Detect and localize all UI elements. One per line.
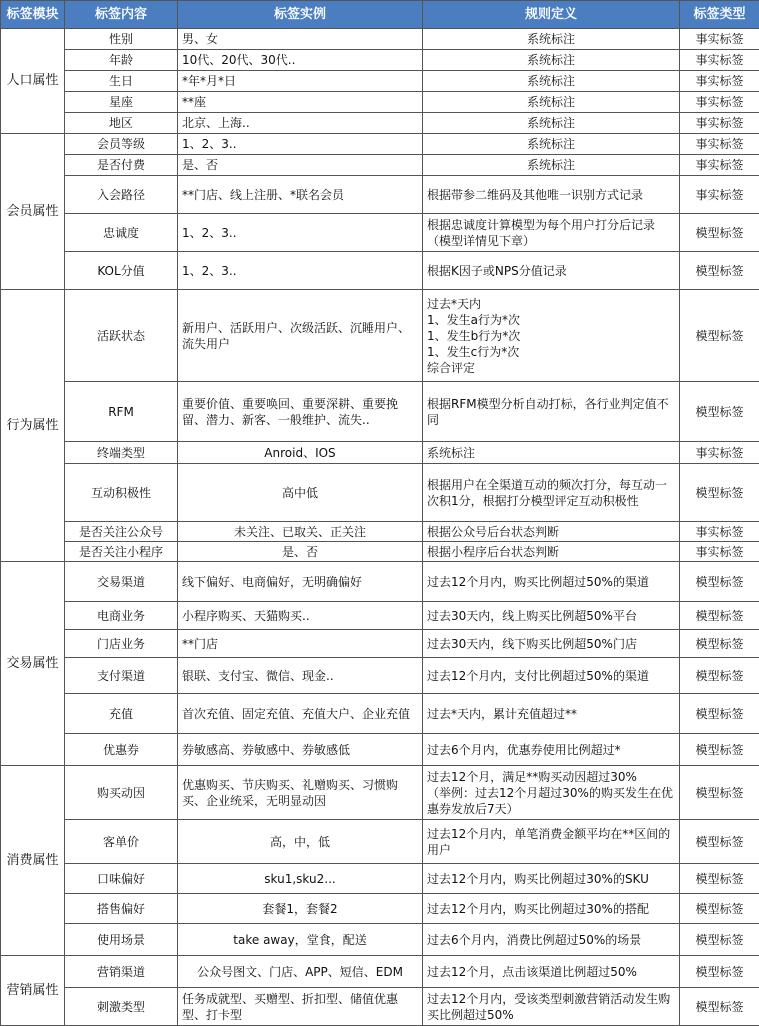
content-cell: 终端类型 — [65, 442, 178, 464]
content-cell: 客单价 — [65, 820, 178, 864]
rule-cell: 过去12个月内，购买比例超过50%的渠道 — [423, 562, 680, 602]
rule-cell: 系统标注 — [423, 50, 680, 71]
rule-cell: 过去12个月，点击该渠道比例超过50% — [423, 956, 680, 988]
table-row — [1, 522, 759, 542]
example-cell: 重要价值、重要唤回、重要深耕、重要挽留、潜力、新客、一般维护、流失.. — [178, 382, 423, 442]
content-cell: 入会路径 — [65, 176, 178, 214]
example-cell: **门店 — [178, 630, 423, 658]
module-cell: 行为属性 — [1, 290, 65, 562]
example-cell: *年*月*日 — [178, 71, 423, 92]
content-cell: 交易渠道 — [65, 562, 178, 602]
example-cell: 高，中，低 — [178, 820, 423, 864]
rule-cell: 过去12个月内，购买比例超过30%的搭配 — [423, 894, 680, 924]
example-cell: 公众号图文、门店、APP、短信、EDM — [178, 956, 423, 988]
rule-cell: 根据公众号后台状态判断 — [423, 522, 680, 542]
header-rule: 规则定义 — [423, 1, 680, 29]
rule-cell: 过去6个月内，消费比例超过50%的场景 — [423, 924, 680, 956]
type-cell: 事实标签 — [680, 113, 759, 134]
table-row — [1, 766, 759, 820]
table-row — [1, 562, 759, 602]
example-cell: 是、否 — [178, 542, 423, 562]
table-row — [1, 214, 759, 252]
content-cell: 星座 — [65, 92, 178, 113]
rule-cell: 系统标注 — [423, 29, 680, 50]
table-row — [1, 442, 759, 464]
rule-cell: 根据带参二维码及其他唯一识别方式记录 — [423, 176, 680, 214]
example-cell: sku1,sku2... — [178, 864, 423, 894]
table-row — [1, 956, 759, 988]
type-cell: 事实标签 — [680, 442, 759, 464]
example-cell: 套餐1，套餐2 — [178, 894, 423, 924]
content-cell: 口味偏好 — [65, 864, 178, 894]
rule-cell: 系统标注 — [423, 155, 680, 176]
table-row — [1, 176, 759, 214]
type-cell: 模型标签 — [680, 988, 759, 1026]
type-cell: 模型标签 — [680, 694, 759, 734]
table-body — [1, 29, 759, 1026]
content-cell: 是否关注小程序 — [65, 542, 178, 562]
module-cell: 会员属性 — [1, 134, 65, 290]
table-row — [1, 71, 759, 92]
type-cell: 事实标签 — [680, 92, 759, 113]
example-cell: 首次充值、固定充值、充值大户、企业充值 — [178, 694, 423, 734]
rule-cell: 系统标注 — [423, 442, 680, 464]
content-cell: 活跃状态 — [65, 290, 178, 382]
rule-cell: 根据RFM模型分析自动打标，各行业判定值不同 — [423, 382, 680, 442]
example-cell: 线下偏好、电商偏好，无明确偏好 — [178, 562, 423, 602]
rule-cell: 过去*天内 1、发生a行为*次 1、发生b行为*次 1、发生c行为*次 综合评定 — [423, 290, 680, 382]
example-cell: 北京、上海.. — [178, 113, 423, 134]
table-row — [1, 694, 759, 734]
table-row — [1, 134, 759, 155]
type-cell: 模型标签 — [680, 956, 759, 988]
module-cell: 人口属性 — [1, 29, 65, 134]
table-row — [1, 252, 759, 290]
type-cell: 事实标签 — [680, 50, 759, 71]
table-row — [1, 155, 759, 176]
content-cell: 电商业务 — [65, 602, 178, 630]
table-row — [1, 988, 759, 1026]
header-content: 标签内容 — [65, 1, 178, 29]
type-cell: 事实标签 — [680, 522, 759, 542]
module-cell: 营销属性 — [1, 956, 65, 1026]
rule-cell: 系统标注 — [423, 113, 680, 134]
type-cell: 事实标签 — [680, 134, 759, 155]
type-cell: 模型标签 — [680, 562, 759, 602]
table-row — [1, 924, 759, 956]
content-cell: 年龄 — [65, 50, 178, 71]
table-row — [1, 50, 759, 71]
content-cell: KOL分值 — [65, 252, 178, 290]
type-cell: 模型标签 — [680, 658, 759, 694]
content-cell: 门店业务 — [65, 630, 178, 658]
header-type: 标签类型 — [680, 1, 759, 29]
content-cell: 互动积极性 — [65, 464, 178, 522]
table-row — [1, 29, 759, 50]
content-cell: 优惠券 — [65, 734, 178, 766]
type-cell: 模型标签 — [680, 290, 759, 382]
type-cell: 模型标签 — [680, 820, 759, 864]
rule-cell: 系统标注 — [423, 71, 680, 92]
type-cell: 模型标签 — [680, 894, 759, 924]
rule-cell: 根据小程序后台状态判断 — [423, 542, 680, 562]
content-cell: 使用场景 — [65, 924, 178, 956]
content-cell: 营销渠道 — [65, 956, 178, 988]
content-cell: 支付渠道 — [65, 658, 178, 694]
table-row — [1, 382, 759, 442]
type-cell: 事实标签 — [680, 29, 759, 50]
table-row — [1, 734, 759, 766]
rule-cell: 过去12个月，满足**购买动因超过30% （举例：过去12个月超过30%的购买发生在优惠券发放后7天） — [423, 766, 680, 820]
table-row — [1, 542, 759, 562]
example-cell: **座 — [178, 92, 423, 113]
type-cell: 模型标签 — [680, 252, 759, 290]
rule-cell: 过去12个月内，受该类型刺激营销活动发生购买比例超过50% — [423, 988, 680, 1026]
content-cell: 充值 — [65, 694, 178, 734]
type-cell: 事实标签 — [680, 155, 759, 176]
rule-cell: 过去30天内，线下购买比例超50%门店 — [423, 630, 680, 658]
example-cell: 男、女 — [178, 29, 423, 50]
type-cell: 模型标签 — [680, 464, 759, 522]
example-cell: 小程序购买、天猫购买.. — [178, 602, 423, 630]
table-row — [1, 658, 759, 694]
content-cell: RFM — [65, 382, 178, 442]
example-cell: 未关注、已取关、正关注 — [178, 522, 423, 542]
example-cell: **门店、线上注册、*联名会员 — [178, 176, 423, 214]
type-cell: 模型标签 — [680, 766, 759, 820]
example-cell: 1、2、3.. — [178, 214, 423, 252]
rule-cell: 过去6个月内，优惠券使用比例超过* — [423, 734, 680, 766]
example-cell: 优惠购买、节庆购买、礼赠购买、习惯购买、企业统采，无明显动因 — [178, 766, 423, 820]
type-cell: 事实标签 — [680, 542, 759, 562]
rule-cell: 系统标注 — [423, 134, 680, 155]
content-cell: 搭售偏好 — [65, 894, 178, 924]
type-cell: 事实标签 — [680, 176, 759, 214]
table-row — [1, 864, 759, 894]
content-cell: 性别 — [65, 29, 178, 50]
rule-cell: 过去12个月内，单笔消费金额平均在**区间的用户 — [423, 820, 680, 864]
example-cell: 银联、支付宝、微信、现金.. — [178, 658, 423, 694]
rule-cell: 过去*天内，累计充值超过** — [423, 694, 680, 734]
table-header-row — [1, 1, 759, 29]
example-cell: 新用户、活跃用户、次级活跃、沉睡用户、流失用户 — [178, 290, 423, 382]
content-cell: 地区 — [65, 113, 178, 134]
type-cell: 模型标签 — [680, 864, 759, 894]
table-row — [1, 92, 759, 113]
rule-cell: 过去30天内，线上购买比例超50%平台 — [423, 602, 680, 630]
content-cell: 购买动因 — [65, 766, 178, 820]
example-cell: Anroid、IOS — [178, 442, 423, 464]
example-cell: 1、2、3.. — [178, 252, 423, 290]
type-cell: 模型标签 — [680, 734, 759, 766]
table-row — [1, 602, 759, 630]
table-row — [1, 894, 759, 924]
type-cell: 模型标签 — [680, 924, 759, 956]
example-cell: 10代、20代、30代.. — [178, 50, 423, 71]
type-cell: 模型标签 — [680, 382, 759, 442]
example-cell: 任务成就型、买赠型、折扣型、储值优惠型、打卡型 — [178, 988, 423, 1026]
content-cell: 会员等级 — [65, 134, 178, 155]
header-module: 标签模块 — [1, 1, 65, 29]
type-cell: 模型标签 — [680, 214, 759, 252]
table-row — [1, 820, 759, 864]
example-cell: 券敏感高、券敏感中、券敏感低 — [178, 734, 423, 766]
type-cell: 模型标签 — [680, 630, 759, 658]
example-cell: 1、2、3.. — [178, 134, 423, 155]
content-cell: 是否关注公众号 — [65, 522, 178, 542]
rule-cell: 根据K因子或NPS分值记录 — [423, 252, 680, 290]
table-row — [1, 290, 759, 382]
content-cell: 是否付费 — [65, 155, 178, 176]
table-row — [1, 630, 759, 658]
rule-cell: 系统标注 — [423, 92, 680, 113]
type-cell: 事实标签 — [680, 71, 759, 92]
content-cell: 忠诚度 — [65, 214, 178, 252]
rule-cell: 根据用户在全渠道互动的频次打分，每互动一次积1分，根据打分模型评定互动积极性 — [423, 464, 680, 522]
type-cell: 模型标签 — [680, 602, 759, 630]
rule-cell: 根据忠诚度计算模型为每个用户打分后记录（模型详情见下章） — [423, 214, 680, 252]
module-cell: 交易属性 — [1, 562, 65, 766]
table-row — [1, 464, 759, 522]
content-cell: 生日 — [65, 71, 178, 92]
table-row — [1, 113, 759, 134]
example-cell: take away，堂食，配送 — [178, 924, 423, 956]
rule-cell: 过去12个月内，购买比例超过30%的SKU — [423, 864, 680, 894]
rule-cell: 过去12个月内，支付比例超过50%的渠道 — [423, 658, 680, 694]
example-cell: 是、否 — [178, 155, 423, 176]
example-cell: 高中低 — [178, 464, 423, 522]
header-example: 标签实例 — [178, 1, 423, 29]
content-cell: 刺激类型 — [65, 988, 178, 1026]
module-cell: 消费属性 — [1, 766, 65, 956]
